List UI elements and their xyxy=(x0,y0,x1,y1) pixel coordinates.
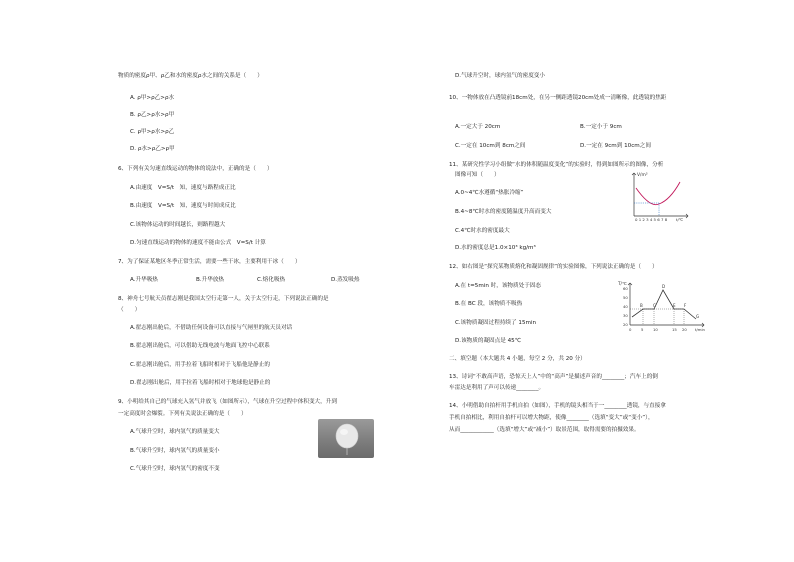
q10-option-d[interactable]: D.一定在 9cm到 10cm之间 xyxy=(580,143,651,149)
q6-option-b[interactable]: B.由速度 V=S/t 知，速度与时间成反比 xyxy=(130,203,236,209)
melting-y-tick-60: 60 xyxy=(623,286,628,291)
q12-option-a[interactable]: A.在 t=5min 时，该物质处于固态 xyxy=(455,283,541,289)
q11-option-d[interactable]: D.水的密度总是1.0×10³ kg/m³ xyxy=(455,245,536,251)
density-option-c[interactable]: C. ρ甲>ρ水>ρ乙 xyxy=(130,129,175,135)
point-e: E xyxy=(673,303,676,308)
density-question-intro: 物质的密度ρ甲、ρ乙和水的密度ρ水之间的关系是（ ） xyxy=(118,73,263,79)
q14-line1: 14、小明借助自拍杆用手机自拍（如图），手机的镜头相当于一________透镜，与直接拿 xyxy=(449,403,666,409)
density-option-b[interactable]: B. ρ乙>ρ水>ρ甲 xyxy=(130,112,175,118)
melting-y-label: T/℃ xyxy=(618,281,627,286)
q9-option-c[interactable]: C.气球升空时，球内氢气的密度不变 xyxy=(130,466,220,472)
q12-option-c[interactable]: C.该物质凝固过程持续了 15min xyxy=(455,320,537,326)
balloon-image xyxy=(318,419,374,458)
q6-option-d[interactable]: D.匀速直线运动的物体的速度不能由公式 V=S/t 计算 xyxy=(130,240,266,246)
q6-stem: 6、下列有关匀速直线运动的物体的说法中，正确的是（ ） xyxy=(118,166,273,172)
point-g: G xyxy=(696,314,700,319)
melting-y-tick-40: 40 xyxy=(623,304,628,309)
point-b: B xyxy=(640,303,643,308)
q12-option-b[interactable]: B.在 BC 段，该物质不吸热 xyxy=(455,301,523,307)
q13-line1: 13、诗词“不敢高声语，恐惊天上人”中的“高声”是描述声音的________；汽车上的倒 xyxy=(449,374,658,380)
q8-stem-line1: 8、神舟七号航天员翟志刚是我国太空行走第一人，关于太空行走，下列说法正确的是 xyxy=(118,296,329,302)
q11-option-a[interactable]: A.0~4℃水遵循“热胀冷缩” xyxy=(455,190,524,196)
q10-option-a[interactable]: A.一定大于 20cm xyxy=(455,124,501,130)
q9-option-d[interactable]: D.气球升空时，球内氢气的密度变小 xyxy=(455,73,545,79)
q14-line2: 手机自拍相比，利用自拍杆可以增大物距，使像________（选填“变大”或“变小”）， xyxy=(449,415,654,421)
q9-stem-line1: 9、小明给其自己的气球充入氢气并放飞（如图所示），气球在升空过程中体积变大，升到 xyxy=(118,399,337,405)
q9-stem-line2: 一定高度时会爆裂。下列有关说法正确的是（ ） xyxy=(118,411,247,417)
q14-line3: 从而____________（选填“增大”或“减小”）取景范围，取得需要的拍摄效果。 xyxy=(449,427,640,433)
q12-option-d[interactable]: D.该物质的凝固点是 45℃ xyxy=(455,338,522,344)
q9-option-b[interactable]: B.气球升空时，球内氢气的质量变小 xyxy=(130,448,220,454)
melting-x-tick-10: 10 xyxy=(653,327,658,332)
melting-x-tick-0: 0 xyxy=(629,327,632,332)
q9-option-a[interactable]: A.气球升空时，球内氢气的质量变大 xyxy=(130,429,220,435)
melting-x-tick-20: 20 xyxy=(682,327,687,332)
density-option-d[interactable]: D. ρ水>ρ乙>ρ甲 xyxy=(130,146,175,152)
q7-option-a[interactable]: A.升华吸热 xyxy=(130,277,158,283)
q12-stem: 12、如右图是“探究某物质熔化和凝固规律”的实验图像，下列说法正确的是（ ） xyxy=(449,264,658,270)
volume-curve xyxy=(636,182,680,205)
q8-option-d[interactable]: D.翟志刚出舱后，用手拉着飞船时相对于地球他是静止的 xyxy=(130,380,271,386)
melting-y-tick-30: 30 xyxy=(623,313,628,318)
q10-option-b[interactable]: B.一定小于 9cm xyxy=(580,124,622,130)
balloon-photo xyxy=(318,419,374,458)
q8-option-b[interactable]: B.翟志刚出舱后，可以借助无线电波与地面飞控中心联系 xyxy=(130,343,270,349)
q8-option-a[interactable]: A.翟志刚出舱后，不借助任何设备可以直接与气闸里的航天员对话 xyxy=(130,325,293,331)
q8-option-c[interactable]: C.翟志刚出舱后，用手拉着飞船时相对于飞船他是静止的 xyxy=(130,362,270,368)
melting-y-tick-20: 20 xyxy=(623,322,628,327)
melting-graph xyxy=(616,279,716,333)
melting-x-tick-15: 15 xyxy=(672,327,677,332)
graph-x-label: t/℃ xyxy=(676,217,684,222)
point-c: C xyxy=(653,303,656,308)
q11-option-b[interactable]: B.4~8℃时水的密度随温度升高而变大 xyxy=(455,209,552,215)
density-option-a[interactable]: A. ρ甲>ρ乙>ρ水 xyxy=(130,95,175,101)
q7-option-c[interactable]: C.熔化吸热 xyxy=(257,277,286,283)
section2-title: 二、填空题（本大题共 4 小题，每空 2 分，共 20 分） xyxy=(449,356,586,362)
q13-line2: 车雷达是利用了声可以传递________。 xyxy=(449,385,545,391)
graph-x-ticks: 0 1 2 3 4 5 6 7 8 xyxy=(635,217,668,222)
q7-option-b[interactable]: B.升华放热 xyxy=(196,277,224,283)
q6-option-c[interactable]: C.该物体运动的时间越长，则路程越大 xyxy=(130,222,226,228)
point-d: D xyxy=(662,284,666,289)
point-f: F xyxy=(684,303,687,308)
q7-option-d[interactable]: D.蒸发吸热 xyxy=(331,277,360,283)
q10-stem: 10、一物体放在凸透镜前18cm处，在另一侧距透镜20cm处成一清晰像，此透镜的焦距 xyxy=(449,95,667,101)
q10-option-c[interactable]: C.一定在 10cm到 8cm之间 xyxy=(455,143,526,149)
melting-y-tick-50: 50 xyxy=(623,295,628,300)
q8-stem-line2: （ ） xyxy=(118,307,141,313)
q11-stem-line2: 图像可知（ ） xyxy=(455,172,500,178)
q11-option-c[interactable]: C.4℃时水的密度最大 xyxy=(455,228,510,234)
q7-stem: 7、为了保证某地区冬季正常生活，需要一些干冰，主要利用干冰（ ） xyxy=(118,259,301,265)
melting-x-tick-5: 5 xyxy=(641,327,644,332)
q6-option-a[interactable]: A.由速度 V=S/t 知，速度与路程成正比 xyxy=(130,185,236,191)
q11-stem: 11、某研究性学习小组做“水的体积随温度变化”的实验时，得到如图所示的图像，分析 xyxy=(449,162,664,168)
volume-temperature-graph xyxy=(622,170,692,222)
graph-y-label: V/m³ xyxy=(637,173,648,178)
melting-x-label: t/min xyxy=(695,327,705,332)
